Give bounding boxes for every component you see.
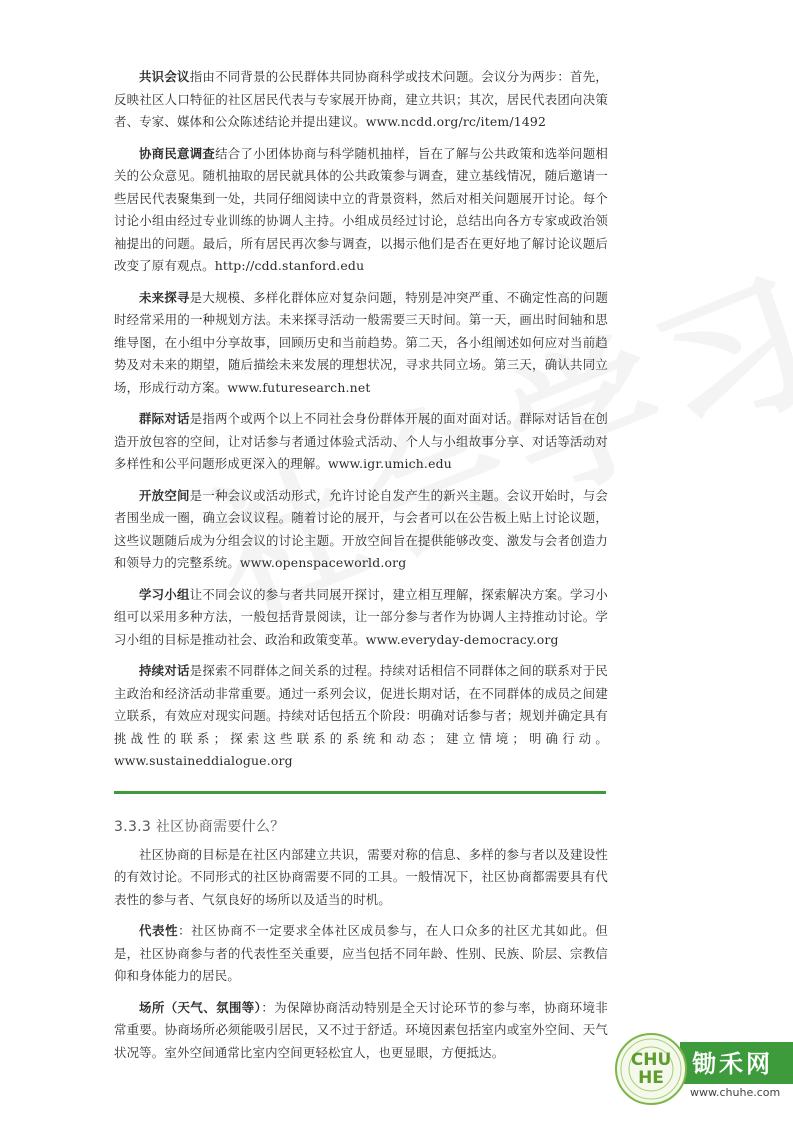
- term-label: 持续对话: [139, 663, 190, 678]
- paragraph-text: ：为保障协商活动特别是全天讨论环节的参与率，协商环境非常重要。协商场所必须能吸引居民，又不过于舒适。环境因素包括室内或室外空间、天气状况等。室外空间通常比室内空间更轻松宜人，也更显眼，方便抵达。: [114, 999, 608, 1060]
- site-name: 锄禾网: [692, 1050, 773, 1078]
- term-label: 协商民意调查: [139, 145, 216, 161]
- paragraph: [114, 844, 608, 912]
- paragraph-text: 是指两个或两个以上不同社会身份群体开展的面对面对话。群际对话旨在创造开放包容的空间，让对话参与者通过体验式活动、个人与小组故事分享、对话等活动对多样性和公平问题形成更深入的理解。www.igr.umich.edu: [114, 411, 608, 471]
- paragraph-text: ：社区协商不一定要求全体社区成员参与，在人口众多的社区尤其如此。但是，社区协商参与者的代表性至关重要，应当包括不同年龄、性别、民族、阶层、宗教信仰和身体能力的居民。: [114, 923, 608, 983]
- site-logo[interactable]: [612, 1030, 793, 1110]
- section-body: [114, 844, 608, 1065]
- section-divider: [114, 791, 606, 794]
- paragraph: [114, 66, 608, 134]
- term-label: 代表性: [139, 923, 179, 938]
- site-url[interactable]: www.chuhe.com: [690, 1086, 781, 1099]
- term-label: 群际对话: [139, 411, 190, 426]
- paragraph-text: 指由不同背景的公民群体共同协商科学或技术问题。会议分为两步：首先，反映社区人口特征的社区居民代表与专家展开协商，建立共识；其次，居民代表团向决策者、专家、媒体和公众陈述结论并提出建议。www.ncdd.org/rc/item/1492: [114, 69, 608, 129]
- main-content: [114, 66, 608, 1073]
- paragraph-text: 是大规模、多样化群体应对复杂问题，特别是冲突严重、不确定性高的问题时经常采用的一种规划方法。未来探寻活动一般需要三天时间。第一天，画出时间轴和思维导图，在小组中分享故事，回顾历史和当前趋势。第二天，各小组阐述如何应对当前趋势及对未来的期望，随后描绘未来发展的理想状况，寻求共同立场。第三天，确认共同立场，形成行动方案。www.futuresearch.net: [114, 289, 608, 395]
- term-label: 开放空间: [139, 487, 190, 503]
- method-list: [114, 66, 608, 773]
- badge-text-top: CHU: [630, 1050, 672, 1070]
- paragraph-text: 结合了小团体协商与科学随机抽样，旨在了解与公共政策和选举问题相关的公众意见。随机抽取的居民就具体的公共政策参与调查，建立基线情况，随后邀请一些居民代表聚集到一处，共同仔细阅读中立的背景资料，然后对相关问题展开讨论。每个讨论小组由经过专业训练的协调人主持。小组成员经过讨论，总结出向各方专家或政治领袖提出的问题。最后，所有居民再次参与调查，以揭示他们是否在更好地了解讨论议题后改变了原有观点。http://cdd.stanford.edu: [114, 145, 609, 273]
- paragraph: [114, 920, 608, 988]
- chuhe-badge-icon: [615, 1033, 687, 1105]
- section-heading: 3.3.3 社区协商需要什么？: [114, 818, 285, 835]
- paragraph-text: 是一种会议或活动形式，允许讨论自发产生的新兴主题。会议开始时，与会者围坐成一圈，确立会议议程。随着讨论的展开，与会者可以在公告板上贴上讨论议题，这些议题随后成为分组会议的讨论主题。开放空间旨在提供能够改变、激发与会者创造力和领导力的完整系统。www.openspaceworld.org: [114, 487, 608, 570]
- paragraph: [114, 584, 608, 652]
- term-label: 学习小组: [139, 586, 190, 602]
- term-label: 场所（天气、氛围等）: [139, 999, 262, 1015]
- paragraph: [114, 997, 608, 1065]
- paragraph: [114, 408, 608, 476]
- paragraph: [114, 143, 608, 278]
- paragraph-text: 让不同会议的参与者共同展开探讨，建立相互理解，探索解决方案。学习小组可以采用多种方法，一般包括背景阅读，让一部分参与者作为协调人主持推动讨论。学习小组的目标是推动社会、政治和政策变革。www.everyday-democracy.org: [114, 586, 608, 647]
- badge-text-bottom: HE: [638, 1068, 664, 1088]
- paragraph-text: 是探索不同群体之间关系的过程。持续对话相信不同群体之间的联系对于民主政治和经济活动非常重要。通过一系列会议，促进长期对话，在不同群体的成员之间建立联系，有效应对现实问题。持续对话包括五个阶段：明确对话参与者；规划并确定具有挑战性的联系；探索这些联系的系统和动态；建立情境；明确行动。www.sustaineddialogue.org: [114, 663, 608, 768]
- paragraph: [114, 485, 608, 575]
- paragraph: [114, 660, 608, 773]
- paragraph-text: 社区协商的目标是在社区内部建立共识，需要对称的信息、多样的参与者以及建设性的有效讨论。不同形式的社区协商需要不同的工具。一般情况下，社区协商都需要具有代表性的参与者、气氛良好的场所以及适当的时机。: [114, 846, 608, 907]
- term-label: 未来探寻: [139, 289, 190, 305]
- term-label: 共识会议: [139, 69, 190, 84]
- paragraph: [114, 287, 608, 400]
